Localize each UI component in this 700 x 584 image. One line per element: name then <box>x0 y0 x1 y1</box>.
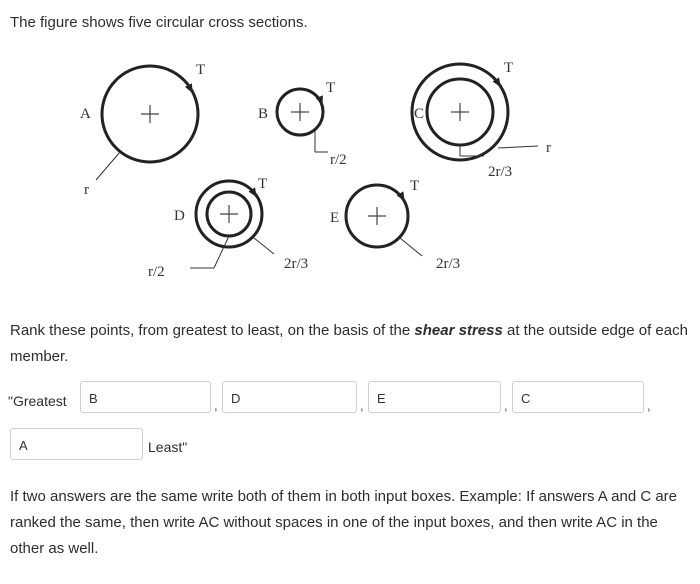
rank-separator-2: , <box>360 398 364 413</box>
label-a: A <box>80 106 91 122</box>
radius-d-outer: 2r/3 <box>284 256 309 272</box>
radius-a: r <box>84 182 89 198</box>
label-d: D <box>174 208 185 224</box>
label-c: C <box>414 106 425 122</box>
radius-c-inner: 2r/3 <box>488 164 513 180</box>
section-d <box>148 176 308 280</box>
greatest-label: "Greatest <box>8 393 67 409</box>
section-c <box>412 60 551 180</box>
rank-input-3[interactable]: E <box>368 381 501 413</box>
section-e <box>330 178 460 272</box>
torque-e: T <box>410 178 420 194</box>
radius-e: 2r/3 <box>436 256 461 272</box>
question-text <box>10 318 690 370</box>
label-b: B <box>258 106 269 122</box>
torque-d: T <box>258 176 268 192</box>
torque-c: T <box>504 60 514 76</box>
cross-sections-figure <box>0 48 700 288</box>
rank-input-1[interactable]: B <box>80 381 211 413</box>
rank-input-4[interactable]: C <box>512 381 644 413</box>
question-emphasis: shear stress <box>414 322 503 339</box>
section-b <box>258 80 347 168</box>
rank-separator-3: , <box>504 398 508 413</box>
rank-input-5[interactable]: A <box>10 428 143 460</box>
least-label: Least" <box>148 439 188 455</box>
torque-b: T <box>326 80 336 96</box>
torque-a: T <box>196 62 206 78</box>
rank-separator-1: , <box>214 398 218 413</box>
radius-b: r/2 <box>330 152 347 168</box>
rank-separator-4: , <box>647 398 651 413</box>
instructions-note: If two answers are the same write both of them in both input boxes. Example: If answers A and C are ranked the same, then write AC without spaces in one of the input boxes, and then write AC in the other as well. <box>10 488 678 557</box>
intro-text: The figure shows five circular cross sections. <box>10 14 308 31</box>
radius-c-outer: r <box>546 140 551 156</box>
question-after: at the outside edge of each member. <box>10 322 688 365</box>
radius-d-inner: r/2 <box>148 264 165 280</box>
question-before: Rank these points, from greatest to least, on the basis of the <box>10 322 415 339</box>
rank-input-2[interactable]: D <box>222 381 357 413</box>
label-e: E <box>330 210 340 226</box>
section-a <box>80 62 205 198</box>
